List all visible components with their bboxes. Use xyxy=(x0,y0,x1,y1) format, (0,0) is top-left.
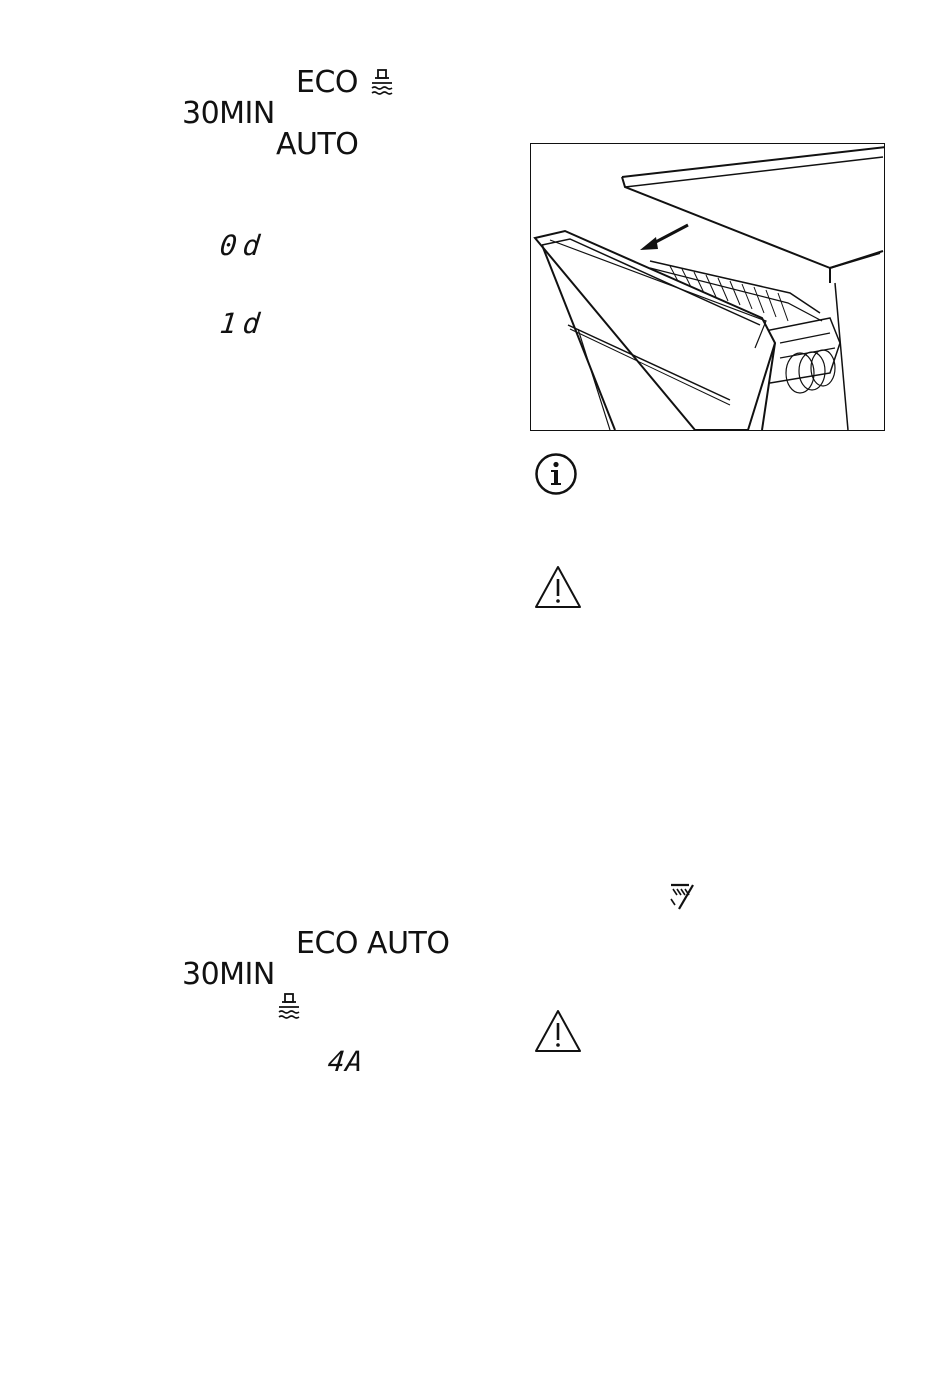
display-1d: 1d xyxy=(218,307,268,340)
spray-arm-icon xyxy=(665,881,697,915)
info-icon xyxy=(534,452,578,500)
rinse-dishes-icon xyxy=(276,992,302,1026)
warning-triangle-icon xyxy=(533,1008,583,1058)
eco-auto-label: ECO AUTO xyxy=(296,926,450,961)
display-4a: 4A xyxy=(326,1045,366,1078)
30min-label: 30MIN xyxy=(182,96,275,131)
rinse-dishes-icon xyxy=(369,68,395,100)
display-0d: 0d xyxy=(218,229,268,262)
dishwasher-illustration xyxy=(530,143,885,431)
30min-label-bottom: 30MIN xyxy=(182,957,275,992)
auto-label: AUTO xyxy=(276,127,359,162)
eco-label: ECO xyxy=(296,65,359,100)
warning-triangle-icon xyxy=(533,564,583,614)
